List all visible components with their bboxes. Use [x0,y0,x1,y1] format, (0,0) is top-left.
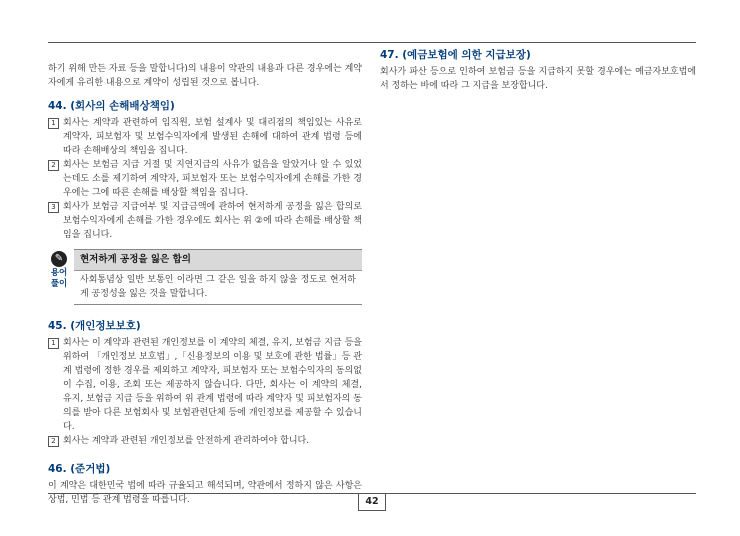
term-content [74,249,362,305]
term-side [48,249,70,305]
term-label: 용어풀이 [50,268,68,289]
article-44-heading: 44. (회사의 손해배상책임) [48,100,175,112]
article-47-heading: 47. (예금보험에 의한 지급보장) [380,49,531,61]
term-definition-box [48,249,362,305]
item-number-badge: 1 [48,338,59,349]
article-44-item-3 [48,200,362,242]
article-45-heading: 45. (개인정보보호) [48,320,141,332]
article-46-heading: 46. (준거법) [48,463,111,475]
right-column [380,48,696,93]
article-44-item-2 [48,158,362,200]
page-number: 42 [358,494,386,511]
top-rule [48,42,696,43]
item-number-badge: 2 [48,436,59,447]
article-46-text: 이 계약은 대한민국 법에 따라 규율되고 해석되며, 약관에서 정하지 않은 사항은 상법, 민법 등 관계 법령을 따릅니다. [48,481,362,505]
item-number-badge: 1 [48,118,59,129]
item-number-badge: 2 [48,160,59,171]
article-47-text: 회사가 파산 등으로 인하여 보험금 등을 지급하지 못할 경우에는 예금자보호법에서 정하는 바에 따라 그 지급을 보장합니다. [380,67,696,91]
article-45-item-1 [48,336,362,434]
article-44-item-3-text: 회사가 보험금 지급여부 및 지급금액에 관하여 현저하게 공정을 잃은 합의로 보험수익자에게 손해를 가한 경우에도 회사는 위 ②에 따라 손해를 배상할 책임을 집니다. [63,202,362,240]
article-45-item-2-text: 회사는 계약과 관련된 개인정보를 안전하게 관리하여야 합니다. [63,436,310,446]
left-column [48,48,362,507]
pencil-icon: ✎ [51,251,67,267]
article-44-item-1-text: 회사는 계약과 관련하여 임직원, 보험 설계사 및 대리점의 책임있는 사유로 계약자, 피보험자 및 보험수익자에게 발생된 손해에 대하여 관계 법령 등에 따라 손해배상의 책임을 집니다. [63,118,362,156]
article-45-item-2 [48,434,362,448]
article-44-item-1 [48,116,362,158]
term-text: 사회통념상 일반 보통인 이라면 그 같은 일을 하지 않을 정도로 현저하게 공정성을 잃은 것을 말합니다. [80,275,356,299]
intro-paragraph: 하기 위해 만든 자료 등을 말합니다)의 내용이 약관의 내용과 다른 경우에는 계약자에게 유리한 내용으로 계약이 성립된 것으로 봅니다. [48,64,362,88]
item-number-badge: 3 [48,202,59,213]
term-title: 현저하게 공정을 잃은 합의 [74,250,362,271]
article-44-item-2-text: 회사는 보험금 지급 거절 및 지연지급의 사유가 없음을 알았거나 알 수 있었는데도 소를 제기하여 계약자, 피보험자 또는 보험수익자에게 손해를 가한 경우에는 그에 따른 손해를 배상할 책임을 집니다. [63,160,362,198]
article-45-item-1-text: 회사는 이 계약과 관련된 개인정보를 이 계약의 체결, 유지, 보험금 지급 등을 위하여 「개인정보 보호법」,「신용정보의 이용 및 보호에 관한 법률」등 관계 법령에 정한 경우를 제외하고 계약자, 피보험자 또는 보험수익자의 동의없이 수집, 이용, 조회 또는 제공하지 않습니다. 다만, 회사는 이 계약의 체결, 유지, 보험금 지급 등을 위하여 위 관계 법령에 따라 계약자 및 피보험자의 동의를 받아 다른 보험회사 및 보험관련단체 등에 개인정보를 제공할 수 있습니다. [63,338,362,432]
